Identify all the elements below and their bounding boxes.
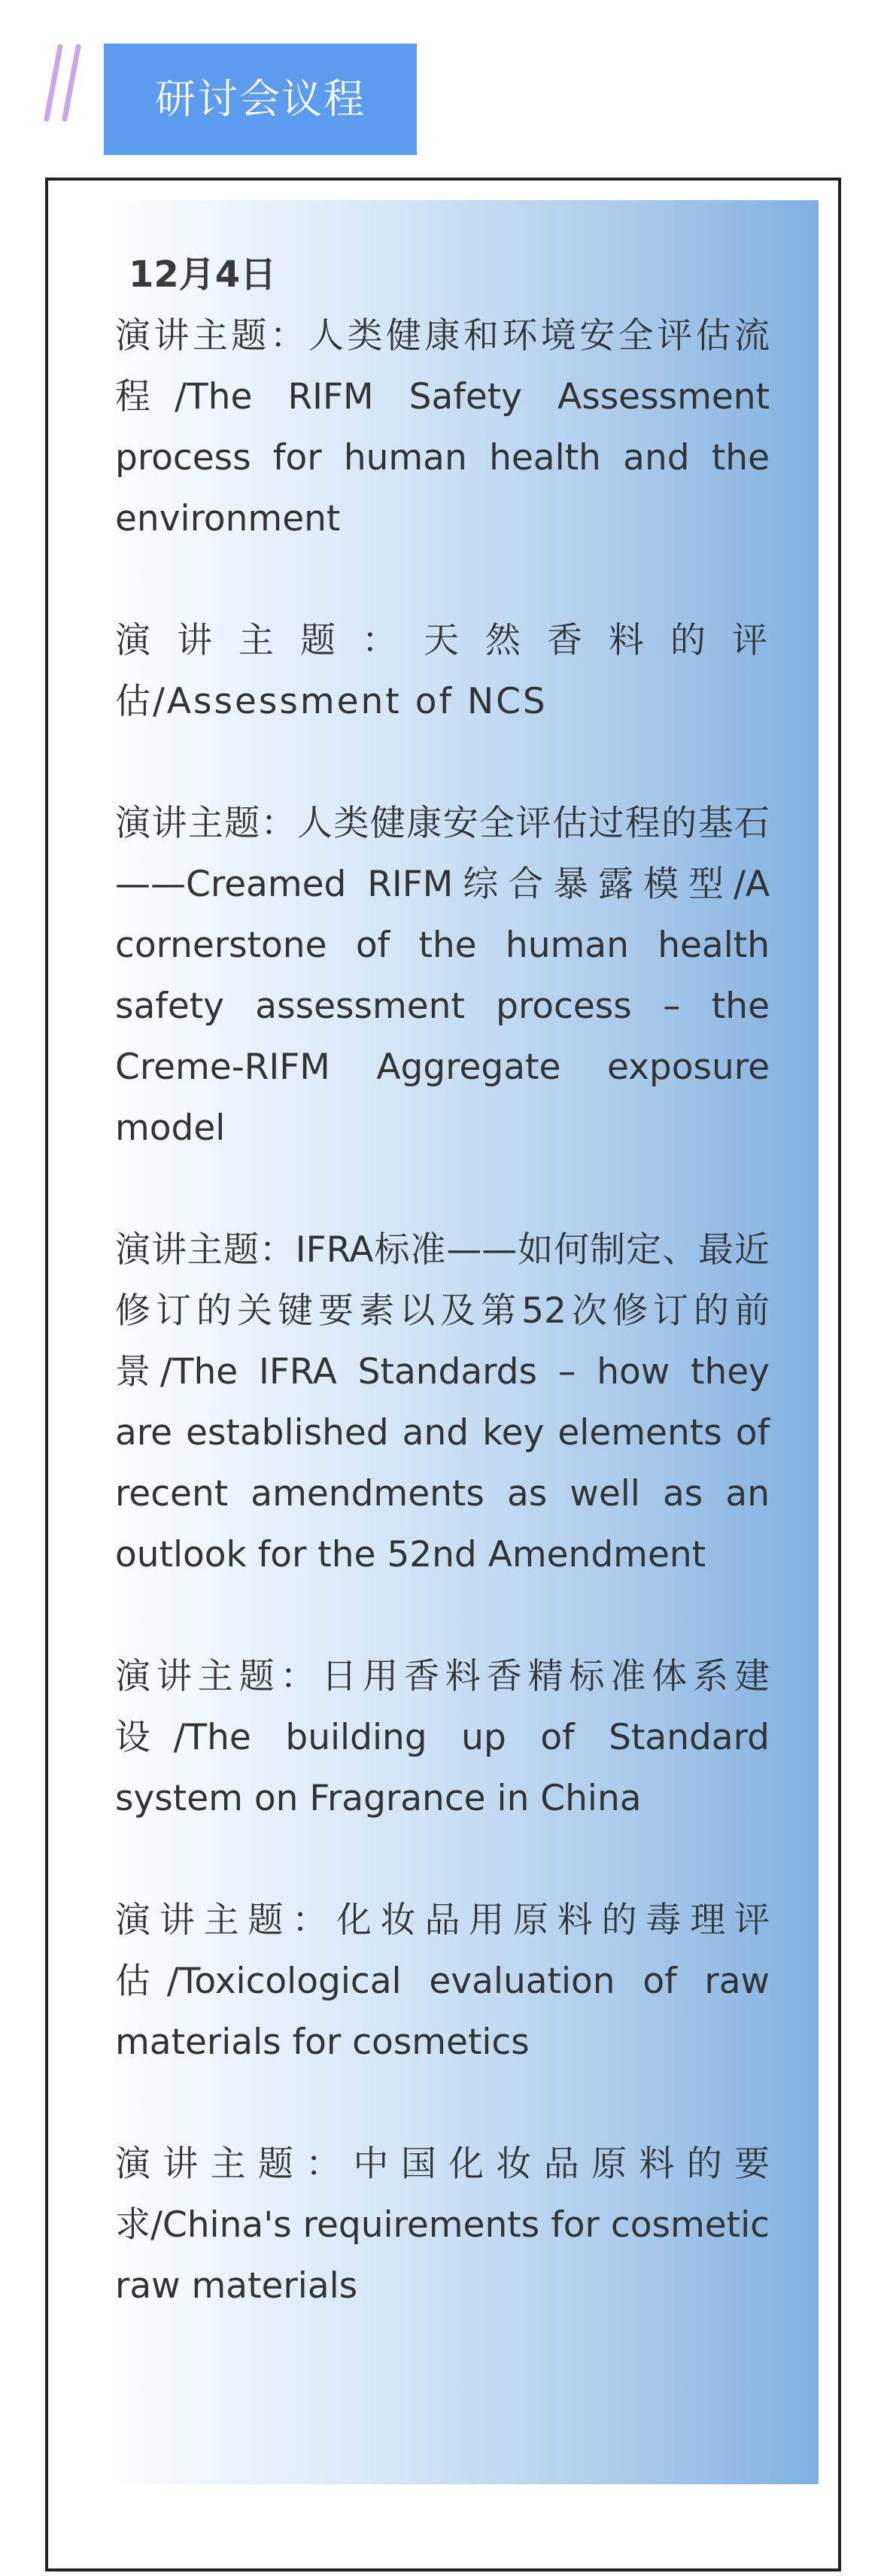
- agenda-topic-4: 演讲主题：IFRA标准——如何制定、最近修订的关键要素以及第52次修订的前景/The IFRA Standards – how they are established and key elements of recent amendments as well as an outlook for the 52nd Amendment: [115, 1229, 770, 1575]
- agenda-topic-7: 演讲主题：中国化妆品原料的要求/China's requirements for cosmetic raw materials: [115, 2143, 770, 2307]
- agenda-topic-6: 演讲主题：化妆品用原料的毒理评估/Toxicological evaluation of raw materials for cosmetics: [115, 1900, 770, 2063]
- section-title: 研讨会议程: [104, 44, 417, 155]
- decorative-slashes: [42, 44, 87, 126]
- agenda-topic-2: 演讲主题：天然香料的评估/Assessment of NCS: [115, 620, 770, 722]
- agenda-topic-5: 演讲主题：日用香料香精标准体系建设/The building up of Standard system on Fragrance in China: [115, 1656, 770, 1819]
- agenda-date: 12月4日: [129, 254, 277, 296]
- agenda-topic-3: 演讲主题：人类健康安全评估过程的基石——Creamed RIFM综合暴露模型/A cornerstone of the human health safety assessment process – the Creme-RIFM Aggregate exposure model: [115, 803, 770, 1149]
- agenda-content: [115, 245, 770, 2377]
- agenda-topic-1: 演讲主题：人类健康和环境安全评估流程/The RIFM Safety Assessment process for human health and the environment: [115, 315, 770, 539]
